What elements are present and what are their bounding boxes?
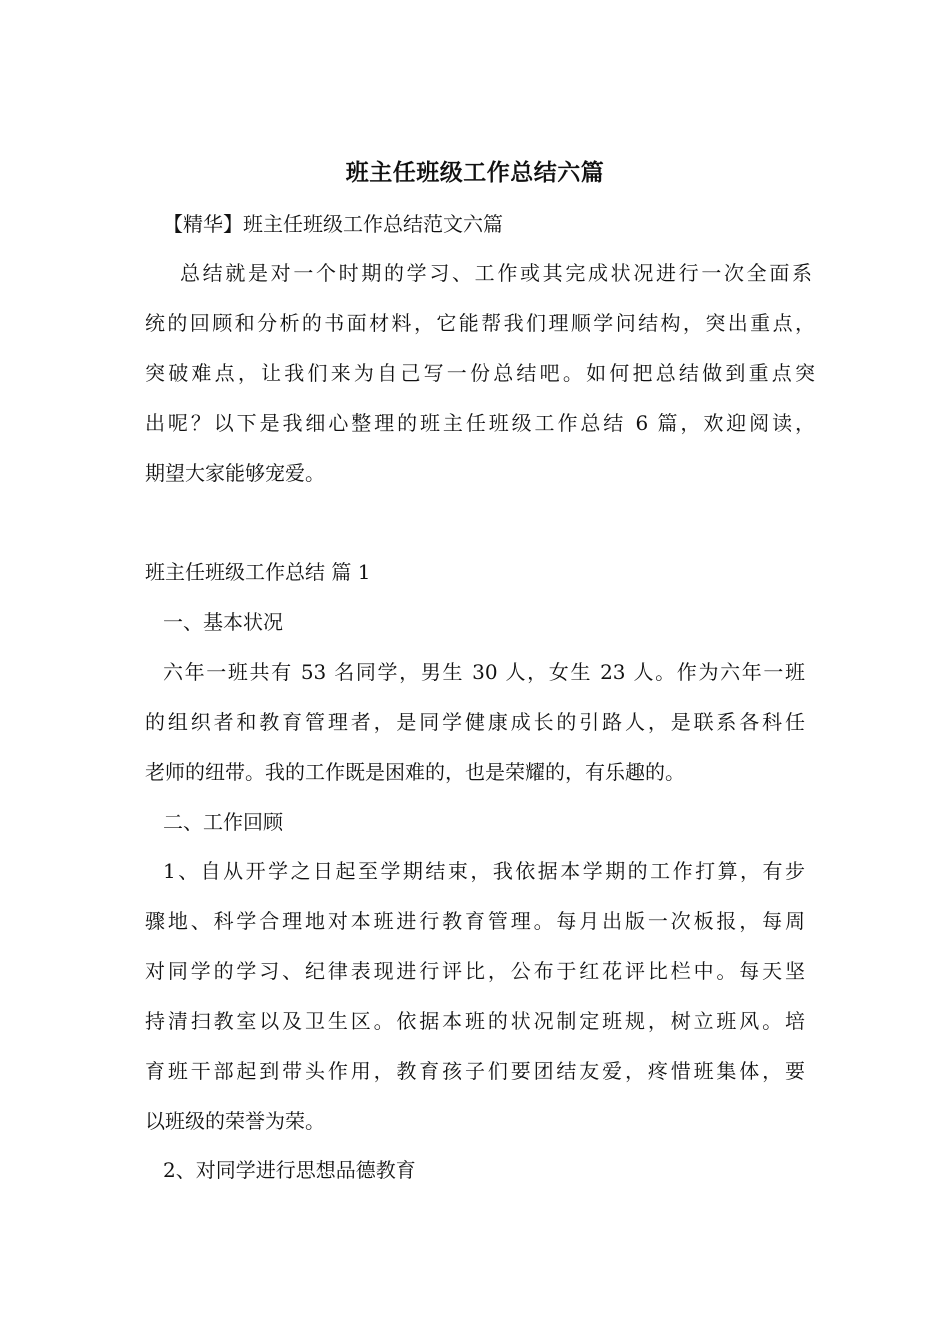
document-title: 班主任班级工作总结六篇 xyxy=(345,159,605,186)
part1-line: 六年一班共有 53 名同学，男生 30 人，女生 23 人。作为六年一班 xyxy=(163,660,805,684)
intro-line: 统的回顾和分析的书面材料，它能帮我们理顺学问结构，突出重点， xyxy=(145,311,815,335)
intro-line: 突破难点，让我们来为自己写一份总结吧。如何把总结做到重点突 xyxy=(145,361,815,385)
part1-heading: 一、基本状况 xyxy=(163,610,283,634)
item1-line: 育班干部起到带头作用，教育孩子们要团结友爱，疼惜班集体，要 xyxy=(145,1059,805,1083)
item1-line: 持清扫教室以及卫生区。依据本班的状况制定班规，树立班风。培 xyxy=(145,1009,805,1033)
intro-line: 期望大家能够宠爱。 xyxy=(145,461,325,485)
item2-heading: 2、对同学进行思想品德教育 xyxy=(163,1158,416,1182)
part1-line: 的组织者和教育管理者，是同学健康成长的引路人，是联系各科任 xyxy=(145,710,805,734)
item1-line: 骤地、科学合理地对本班进行教育管理。每月出版一次板报，每周 xyxy=(145,909,805,933)
document-subtitle: 【精华】班主任班级工作总结范文六篇 xyxy=(163,212,503,236)
item1-line: 以班级的荣誉为荣。 xyxy=(145,1109,325,1133)
part2-heading: 二、工作回顾 xyxy=(163,810,283,834)
intro-line: 出呢？以下是我细心整理的班主任班级工作总结 6 篇，欢迎阅读， xyxy=(145,411,815,435)
item1-line: 1、自从开学之日起至学期结束，我依据本学期的工作打算，有步 xyxy=(163,859,805,883)
section-heading: 班主任班级工作总结 篇 1 xyxy=(145,560,371,584)
part1-line: 老师的纽带。我的工作既是困难的，也是荣耀的，有乐趣的。 xyxy=(145,760,685,784)
intro-line: 总结就是对一个时期的学习、工作或其完成状况进行一次全面系 xyxy=(180,261,812,285)
item1-line: 对同学的学习、纪律表现进行评比，公布于红花评比栏中。每天坚 xyxy=(145,959,805,983)
